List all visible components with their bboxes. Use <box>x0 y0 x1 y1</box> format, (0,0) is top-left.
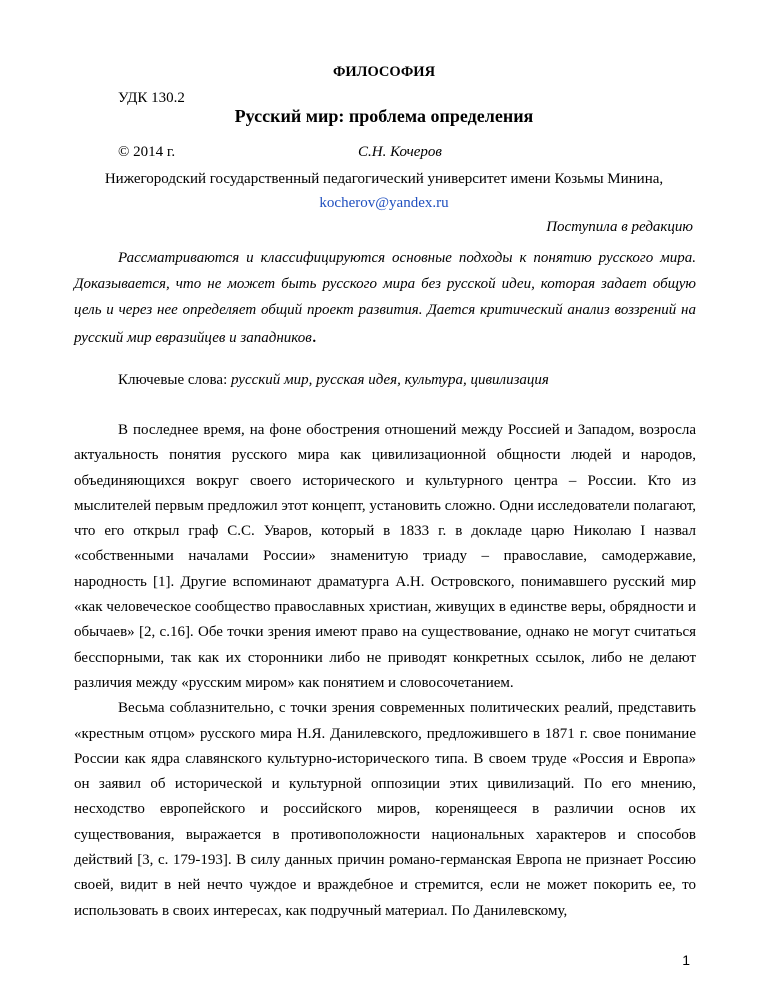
received-note: Поступила в редакцию <box>546 219 693 235</box>
author-name: С.Н. Кочеров <box>358 144 442 160</box>
affiliation: Нижегородский государственный педагогический университет имени Козьмы Минина, <box>104 171 664 187</box>
copyright-year: © 2014 г. <box>118 144 176 160</box>
author-email-link[interactable]: kocherov@yandex.ru <box>319 195 449 211</box>
page-number: 1 <box>682 952 690 968</box>
keywords-label: Ключевые слова: <box>118 372 231 388</box>
article-body <box>74 418 696 924</box>
abstract <box>74 245 696 351</box>
article-title: Русский мир: проблема определения <box>234 106 534 126</box>
body-paragraph: В последнее время, на фоне обострения отношений между Россией и Западом, возросла актуальность понятия русского мира как цивилизационной общности людей и народов, объединяющихся вокруг своего исторического и культурного центра – России. Кто из мыслителей первым предложил этот концепт, установить сложно. Одни исследователи полагают, что его открыл граф С.С. Уваров, который в 1833 г. в докладе царю Николаю I назвал «собственными началами России» знаменитую триаду – православие, самодержавие, народность [1]. Другие вспоминают драматурга А.Н. Островского, понимавшего русский мир «как человеческое сообщество православных христиан, живущих в единстве веры, обрядности и обычаев» [2, с.16]. Обе точки зрения имеют право на существование, однако не могут считаться бесспорными, так как их сторонники либо не приводят конкретных ссылок, либо не делают различия между «русским миром» как понятием и словосочетанием. <box>74 422 697 691</box>
body-paragraph: Весьма соблазнительно, с точки зрения современных политических реалий, представить «крестным отцом» русского мира Н.Я. Данилевского, предложившего в 1871 г. свое понимание России как ядра славянского культурно-исторического типа. В своем труде «Россия и Европа» он заявил об исторической и культурной оппозиции этих цивилизаций. По его мнению, несходство европейского и российского миров, коренящееся в различии основ их существования, выражается в противоположности национальных характеров и способов действий [3, с. 179-193]. В силу данных причин романо-германская Европа не признает Россию своей, видит в ней нечто чуждое и враждебное и стремится, если не может покорить ее, то использовать в своих интересах, как подручный материал. По Данилевскому, <box>74 700 696 919</box>
keywords-values: русский мир, русская идея, культура, цивилизация <box>231 372 549 388</box>
section-heading: ФИЛОСОФИЯ <box>332 64 436 80</box>
keywords <box>118 372 549 389</box>
udk-code: УДК 130.2 <box>118 90 185 106</box>
abstract-text: Рассматриваются и классифицируются основные подходы к понятию русского мира. Доказывается, что не может быть русского мира без русской идеи, которая задает общую цель и через нее определяет общий проект развития. Дается критический анализ воззрений на русский мир евразийцев и западников <box>74 250 696 346</box>
abstract-end-mark: . <box>311 325 317 347</box>
